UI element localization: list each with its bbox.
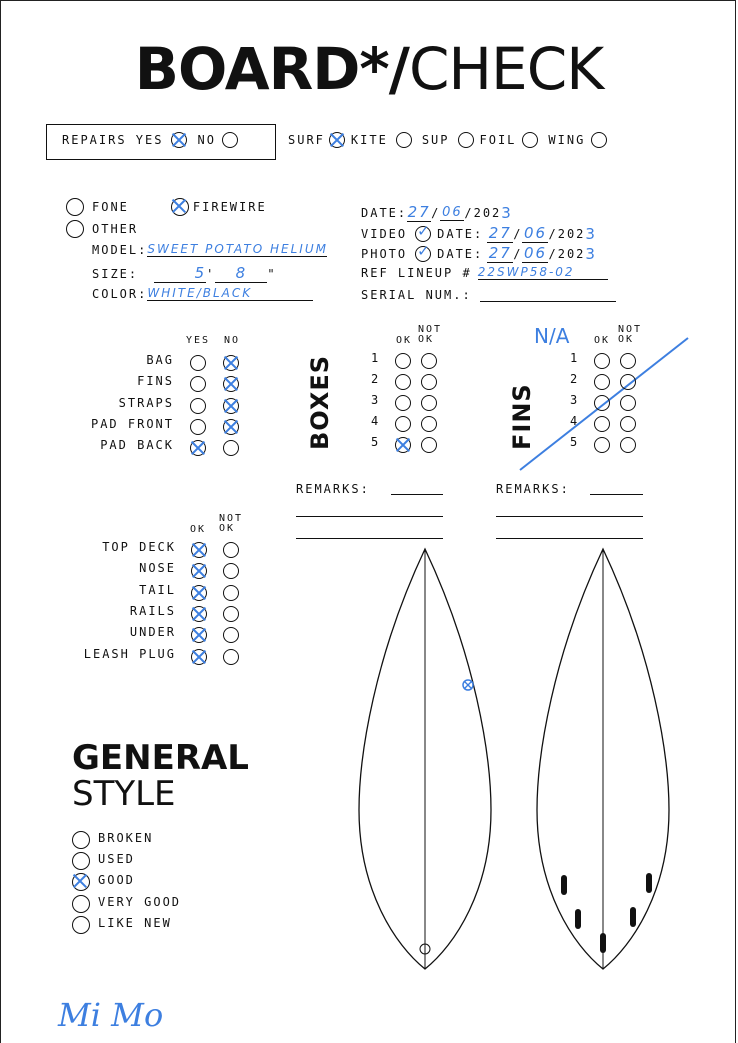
discipline-foil-label: FOIL (479, 133, 517, 147)
fin-box-left-front (561, 875, 567, 895)
photo-month-field[interactable]: 06 (523, 244, 548, 262)
boxes-remarks-line[interactable] (296, 538, 443, 539)
date-year-last: 3 (501, 203, 513, 222)
boxes-number: 1 (371, 351, 381, 365)
color-label: COLOR: (92, 286, 148, 301)
fins-ok-checkbox[interactable] (594, 416, 610, 432)
condition-label: TAIL (139, 582, 176, 597)
fins-remarks-line[interactable] (496, 538, 643, 539)
date-row (361, 203, 513, 222)
fins-not-label: NOT (618, 324, 643, 335)
discipline-wing-label: WING (548, 133, 586, 147)
condition-ok-checkbox[interactable] (191, 542, 207, 558)
date-slash: / (464, 205, 474, 220)
condition-not-ok-header (219, 514, 243, 534)
fins-ok-checkbox[interactable] (594, 353, 610, 369)
date-slash: / (513, 246, 523, 261)
general-style-checkbox[interactable] (72, 895, 90, 913)
date-slash: / (431, 205, 441, 220)
model-row (92, 242, 327, 257)
fins-ok-checkbox[interactable] (594, 395, 610, 411)
boxes-not-ok-checkbox[interactable] (421, 374, 437, 390)
condition-ok-checkbox[interactable] (191, 627, 207, 643)
boxes-remarks-line[interactable] (296, 516, 443, 517)
boxes-not-ok-checkbox[interactable] (421, 353, 437, 369)
video-checkbox[interactable] (415, 226, 431, 242)
ref-row (361, 265, 608, 280)
repairs-no-checkbox[interactable] (222, 132, 238, 148)
fins-remarks-line[interactable] (496, 516, 643, 517)
accessory-no-checkbox[interactable] (223, 355, 239, 371)
date-label: DATE: (361, 205, 408, 220)
model-field[interactable]: SWEET POTATO HELIUM (147, 242, 328, 256)
boxes-title: BOXES (306, 354, 334, 450)
general-style-label: BROKEN (98, 831, 154, 845)
fins-not-ok-checkbox[interactable] (620, 374, 636, 390)
video-row (361, 224, 597, 243)
condition-label: TOP DECK (102, 540, 176, 554)
color-field[interactable]: WHITE/BLACK (147, 286, 313, 301)
boxes-remarks-label: REMARKS: (296, 482, 370, 496)
boxes-ok-checkbox[interactable] (395, 416, 411, 432)
boxes-not-ok-checkbox[interactable] (421, 437, 437, 453)
condition-label: NOSE (139, 561, 176, 576)
repairs-row (62, 132, 238, 148)
fins-number: 2 (570, 372, 580, 386)
photo-year-last: 3 (585, 244, 597, 263)
boxes-ok-checkbox[interactable] (395, 437, 411, 453)
fins-number: 1 (570, 351, 580, 365)
photo-checkbox[interactable] (415, 246, 431, 262)
discipline-wing-checkbox[interactable] (591, 132, 607, 148)
color-row (92, 286, 313, 301)
accessories-yes-header: YES (186, 335, 211, 346)
fin-box-right-front (646, 873, 652, 893)
brand-fone-row (66, 198, 267, 216)
general-style-title-bold: GENERAL (72, 738, 249, 778)
date-slash: / (548, 246, 558, 261)
video-label: VIDEO (361, 226, 408, 241)
discipline-sup-label: SUP (421, 133, 450, 147)
fins-title: FINS (508, 383, 536, 450)
discipline-kite-checkbox[interactable] (396, 132, 412, 148)
accessory-label: FINS (137, 374, 174, 389)
discipline-surf-checkbox[interactable] (329, 132, 345, 148)
video-date-label: DATE: (437, 226, 484, 241)
repairs-no-label: NO (197, 133, 216, 147)
page-title (0, 34, 738, 104)
boxes-ok-header: OK (396, 335, 413, 346)
date-slash: / (513, 226, 523, 241)
condition-not-ok-checkbox[interactable] (223, 542, 239, 558)
fins-number: 3 (570, 393, 580, 407)
brand-other-checkbox[interactable] (66, 220, 84, 238)
board-bottom-outline (533, 545, 673, 975)
boxes-number: 2 (371, 372, 381, 386)
general-style-checkbox[interactable] (72, 916, 90, 934)
board-deck-outline (355, 545, 495, 975)
brand-firewire-checkbox[interactable] (171, 198, 189, 216)
boxes-not-ok-checkbox[interactable] (421, 395, 437, 411)
accessory-yes-checkbox[interactable] (190, 355, 206, 371)
fins-not-ok-checkbox[interactable] (620, 395, 636, 411)
boxes-number: 5 (371, 435, 381, 449)
general-style-label: GOOD (98, 873, 135, 888)
boxes-ok-checkbox[interactable] (395, 374, 411, 390)
brand-other-row (66, 220, 138, 238)
general-style-label: LIKE NEW (98, 915, 172, 930)
photo-day-field[interactable]: 27 (488, 244, 512, 262)
photo-year: 202 (557, 246, 586, 261)
boxes-not-ok-checkbox[interactable] (421, 416, 437, 432)
accessory-no-checkbox[interactable] (223, 376, 239, 392)
accessory-no-checkbox[interactable] (223, 419, 239, 435)
accessory-label: PAD FRONT (90, 416, 174, 431)
ref-field[interactable]: 22SWP58-02 (478, 265, 608, 280)
repairs-yes-checkbox[interactable] (171, 132, 187, 148)
ref-label: REF LINEUP # (361, 265, 472, 280)
boxes-ok-label: OK (418, 334, 435, 345)
condition-not-ok-checkbox[interactable] (223, 585, 239, 601)
size-row (92, 264, 277, 283)
serial-row (361, 287, 616, 302)
discipline-sup-checkbox[interactable] (458, 132, 474, 148)
accessory-yes-checkbox[interactable] (190, 440, 206, 456)
discipline-foil-checkbox[interactable] (522, 132, 538, 148)
date-slash: / (548, 226, 558, 241)
video-month-field[interactable]: 06 (523, 224, 548, 242)
size-inches-field[interactable]: 8 (215, 264, 267, 283)
fins-number: 4 (570, 414, 580, 428)
size-feet-field[interactable]: 5 (154, 264, 206, 283)
accessories-no-header: NO (224, 335, 241, 346)
fins-number: 5 (570, 435, 580, 449)
general-style-label: USED (98, 852, 135, 867)
condition-ok-label: OK (219, 523, 236, 534)
boxes-ok-checkbox[interactable] (395, 395, 411, 411)
boxes-ok-checkbox[interactable] (395, 353, 411, 369)
fins-not-ok-checkbox[interactable] (620, 416, 636, 432)
condition-ok-checkbox[interactable] (191, 606, 207, 622)
condition-ok-checkbox[interactable] (191, 649, 207, 665)
condition-not-label: NOT (219, 513, 244, 524)
date-year: 202 (473, 205, 502, 220)
brand-firewire-label: FIREWIRE (192, 200, 267, 214)
title-light: CHECK (408, 35, 604, 103)
accessory-label: BAG (146, 353, 174, 367)
photo-label: PHOTO (361, 246, 408, 261)
condition-ok-header: OK (190, 524, 207, 535)
video-year-last: 3 (585, 224, 597, 243)
size-inches-mark: " (267, 266, 277, 281)
signature: Mi Mo (58, 996, 164, 1034)
size-feet-mark: ' (206, 266, 216, 281)
fins-not-ok-header (618, 325, 642, 345)
size-label: SIZE: (92, 266, 139, 281)
photo-row (361, 244, 597, 263)
fins-not-ok-checkbox[interactable] (620, 353, 636, 369)
fins-ok-checkbox[interactable] (594, 374, 610, 390)
discipline-surf-label: SURF (288, 133, 325, 147)
accessory-no-checkbox[interactable] (223, 398, 239, 414)
fins-ok-checkbox[interactable] (594, 437, 610, 453)
brand-fone-label: FONE (92, 200, 129, 214)
general-style-title-light: STYLE (72, 774, 176, 814)
fins-ok-header: OK (594, 335, 611, 346)
brand-other-label: OTHER (92, 222, 139, 236)
serial-label: SERIAL NUM.: (361, 287, 472, 302)
condition-label: UNDER (129, 625, 176, 640)
accessory-yes-checkbox[interactable] (190, 398, 206, 414)
boxes-number: 4 (371, 414, 381, 428)
discipline-row (288, 132, 607, 148)
date-month-field[interactable]: 06 (442, 204, 463, 220)
general-style-checkbox[interactable] (72, 831, 90, 849)
condition-not-ok-checkbox[interactable] (223, 606, 239, 622)
date-day-field[interactable]: 27 (407, 203, 431, 221)
video-year: 202 (557, 226, 586, 241)
accessory-label: STRAPS (118, 395, 174, 410)
boxes-remarks-line[interactable] (391, 494, 443, 495)
condition-ok-checkbox[interactable] (191, 585, 207, 601)
brand-fone-checkbox[interactable] (66, 198, 84, 216)
model-label: MODEL: (92, 242, 148, 257)
fins-remarks-line[interactable] (590, 494, 643, 495)
condition-not-ok-checkbox[interactable] (223, 649, 239, 665)
serial-field[interactable] (480, 287, 616, 302)
condition-label: LEASH PLUG (83, 646, 176, 661)
discipline-kite-label: KITE (350, 133, 388, 147)
general-style-label: VERY GOOD (98, 894, 182, 909)
fins-not-ok-checkbox[interactable] (620, 437, 636, 453)
condition-label: RAILS (129, 603, 176, 618)
title-bold: BOARD*/ (134, 35, 409, 103)
video-day-field[interactable]: 27 (488, 224, 512, 242)
fins-na-annotation: N/A (534, 324, 570, 348)
photo-date-label: DATE: (437, 246, 484, 261)
fin-box-center (600, 933, 606, 953)
repairs-label: REPAIRS YES (62, 133, 164, 147)
accessory-yes-checkbox[interactable] (190, 419, 206, 435)
boxes-not-ok-header (418, 325, 442, 345)
condition-ok-checkbox[interactable] (191, 563, 207, 579)
fin-box-right-rear (630, 907, 636, 927)
fins-ok-label: OK (618, 334, 635, 345)
fins-remarks-label: REMARKS: (496, 482, 570, 496)
boxes-number: 3 (371, 393, 381, 407)
boxes-not-label: NOT (418, 324, 443, 335)
accessory-label: PAD BACK (100, 438, 174, 453)
fin-box-left-rear (575, 909, 581, 929)
